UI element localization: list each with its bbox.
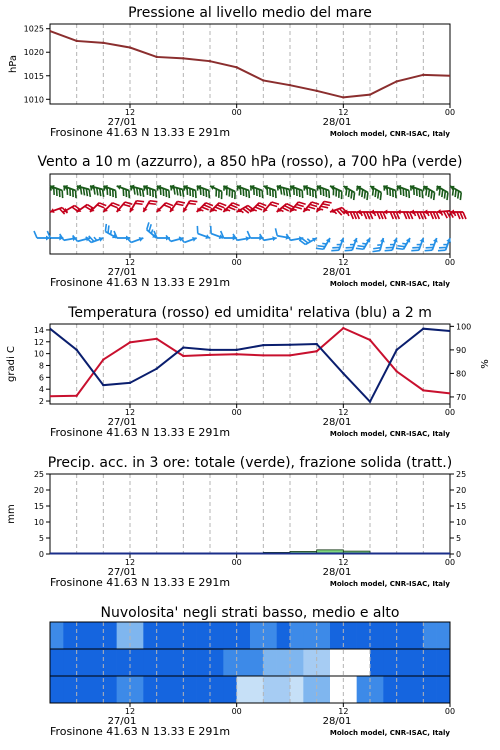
- wind-barb: [88, 184, 106, 197]
- cloud-cell: [170, 622, 184, 649]
- temperature-point: [49, 395, 51, 397]
- cloud-cell: [383, 622, 397, 649]
- precipitation-title: Precip. acc. in 3 ore: totale (verde), frazione solida (tratt.): [47, 455, 453, 471]
- y-tick-label-right: 15: [456, 502, 467, 511]
- cloud-cell: [103, 622, 117, 649]
- humidity-point: [235, 349, 237, 351]
- cloud-cell: [330, 649, 344, 676]
- y-axis-label: hPa: [8, 54, 19, 74]
- wind-barb: [288, 198, 306, 216]
- temperature-chart: [6, 322, 491, 439]
- cloud-cell: [303, 649, 317, 676]
- barb-flag: [457, 212, 460, 219]
- y-axis-label-right: %: [480, 359, 491, 369]
- temperature-point: [422, 389, 424, 391]
- x-tick-label: 00: [444, 108, 456, 117]
- location-text: Frosinone 41.63 N 13.33 E 291m: [50, 126, 231, 139]
- precipitation-chart: [6, 470, 466, 589]
- humidity-point: [129, 382, 131, 384]
- cloud-cell: [237, 622, 251, 649]
- x-tick-label: 00: [231, 558, 242, 567]
- date-label: 28/01: [322, 567, 352, 578]
- cloud-cell: [210, 649, 224, 676]
- cloud-cell: [130, 649, 144, 676]
- cloud-cell: [223, 676, 237, 703]
- cloud-cell: [343, 676, 357, 703]
- temperature-point: [129, 341, 131, 343]
- cloud-cell: [210, 676, 224, 703]
- pressure-title: Pressione al livello medio del mare: [128, 5, 372, 21]
- cloud-cell: [317, 649, 331, 676]
- wind-barb: [88, 199, 106, 217]
- y-tick-label: 6: [38, 373, 44, 383]
- model-credit: Moloch model, CNR-ISAC, Italy: [329, 729, 450, 737]
- temperature-point: [155, 338, 157, 340]
- cloud-cell: [250, 622, 264, 649]
- cloud-cell: [357, 676, 371, 703]
- y-tick-label-right: 25: [456, 470, 467, 479]
- barb-flag: [367, 212, 370, 219]
- wind-barb: [372, 236, 385, 254]
- cloud-cell: [170, 676, 184, 703]
- cloud-cell: [330, 676, 344, 703]
- y-axis-label: mm: [6, 504, 17, 524]
- cloud-cell: [77, 622, 91, 649]
- humidity-point: [422, 328, 424, 330]
- cloud-cell: [90, 676, 104, 703]
- humidity-point: [342, 372, 344, 374]
- y-tick-label-right: 90: [456, 345, 467, 355]
- barb-half-flag: [199, 208, 203, 212]
- cloud-cell: [263, 676, 277, 703]
- humidity-point: [155, 368, 157, 370]
- barb-flag: [463, 212, 466, 219]
- temperature-point: [342, 327, 344, 329]
- pressure-point: [422, 74, 424, 76]
- barb-flag: [353, 212, 356, 219]
- date-label: 28/01: [322, 117, 352, 128]
- date-label: 28/01: [322, 417, 352, 428]
- x-tick-label: 12: [124, 258, 136, 267]
- cloud-cell: [157, 676, 171, 703]
- wind-title: Vento a 10 m (azzurro), a 850 hPa (rosso), a 700 hPa (verde): [37, 154, 463, 170]
- y-tick-label: 1025: [23, 24, 44, 34]
- pressure-point: [369, 93, 371, 95]
- pressure-point: [129, 46, 131, 48]
- barb-flag: [380, 212, 383, 219]
- barb-half-flag: [280, 208, 284, 212]
- cloud-cell: [263, 622, 277, 649]
- cloud-cell: [210, 622, 224, 649]
- date-label: 27/01: [107, 716, 137, 727]
- cloud-cell: [103, 676, 117, 703]
- cloud-cell: [423, 649, 437, 676]
- x-tick-label: 12: [338, 108, 349, 117]
- cloud-cell: [63, 649, 77, 676]
- pressure-point: [102, 42, 104, 44]
- humidity-point: [315, 343, 317, 345]
- cloud-cell: [117, 676, 131, 703]
- cloud-cell: [250, 649, 264, 676]
- x-tick-label: 12: [124, 108, 136, 117]
- barb-flag: [195, 226, 200, 234]
- y-tick-label: 1020: [23, 48, 44, 58]
- barb-flag: [404, 212, 407, 219]
- x-tick-label: 00: [444, 558, 456, 567]
- barb-flag: [377, 212, 380, 219]
- pressure-point: [155, 56, 157, 58]
- cloud-cell: [290, 622, 304, 649]
- location-text: Frosinone 41.63 N 13.33 E 291m: [50, 725, 231, 738]
- cloud-cell: [197, 649, 211, 676]
- temperature-title: Temperatura (rosso) ed umidita' relativa (blu) a 2 m: [68, 305, 432, 321]
- cloud-cell: [157, 649, 171, 676]
- barb-flag: [433, 212, 436, 219]
- x-tick-label: 12: [124, 707, 136, 716]
- humidity-point: [182, 346, 184, 348]
- wind-barb: [73, 231, 91, 244]
- cloud-cell: [103, 649, 117, 676]
- barb-flag: [407, 212, 410, 219]
- date-label: 28/01: [322, 267, 352, 278]
- y-tick-label-right: 5: [456, 534, 462, 543]
- barb-flag: [247, 231, 250, 238]
- pressure-point: [449, 75, 451, 77]
- y-tick-label: 20: [33, 486, 44, 495]
- cloud-cell: [317, 622, 331, 649]
- wind-barb: [208, 199, 226, 217]
- wind-barb: [102, 199, 120, 217]
- cloud-cell: [330, 622, 344, 649]
- barb-flag: [350, 212, 353, 219]
- y-tick-label-right: 0: [456, 550, 462, 559]
- cloud-cell: [343, 622, 357, 649]
- humidity-point: [289, 344, 291, 346]
- barb-flag: [430, 212, 433, 219]
- cloud-cell: [303, 676, 317, 703]
- cloud-cell: [370, 622, 384, 649]
- temperature-point: [209, 354, 211, 356]
- barb-flag: [364, 212, 367, 219]
- barb-flag: [208, 226, 213, 234]
- humidity-point: [449, 330, 451, 332]
- cloud-cell: [130, 676, 144, 703]
- date-label: 27/01: [107, 417, 137, 428]
- humidity-point: [262, 344, 264, 346]
- date-label: 28/01: [322, 716, 352, 727]
- y-tick-label-right: 20: [456, 486, 467, 495]
- y-tick-label: 1010: [23, 95, 44, 105]
- cloud-cell: [183, 649, 197, 676]
- x-tick-label: 00: [444, 258, 456, 267]
- cloud-cell: [157, 622, 171, 649]
- pressure-point: [289, 84, 291, 86]
- x-tick-label: 00: [231, 707, 242, 716]
- cloud-cell: [383, 649, 397, 676]
- cloud-cell: [277, 649, 291, 676]
- humidity-point: [102, 384, 104, 386]
- x-tick-label: 12: [338, 258, 349, 267]
- humidity-point: [369, 400, 371, 402]
- wind-barb: [396, 235, 412, 254]
- humidity-point: [395, 349, 397, 351]
- wind-barb: [141, 197, 157, 216]
- y-tick-label: 8: [38, 361, 44, 371]
- location-text: Frosinone 41.63 N 13.33 E 291m: [50, 576, 231, 589]
- cloud-cell: [250, 676, 264, 703]
- cloud-cell: [77, 676, 91, 703]
- date-label: 27/01: [107, 267, 137, 278]
- cloud-cell: [357, 649, 371, 676]
- cloud-cell: [317, 676, 331, 703]
- wind-barb: [275, 184, 293, 197]
- y-tick-label: 14: [33, 325, 44, 335]
- barb-half-flag: [150, 229, 154, 233]
- cloud-cell: [50, 622, 64, 649]
- wind-barb: [128, 184, 146, 197]
- wind-barb: [195, 199, 213, 217]
- pressure-point: [262, 79, 264, 81]
- barb-flag: [460, 212, 463, 219]
- y-tick-label-right: 70: [456, 392, 467, 402]
- y-tick-label: 25: [33, 470, 44, 479]
- plot-frame: [50, 474, 450, 554]
- cloud-cell: [237, 649, 251, 676]
- temperature-point: [235, 353, 237, 355]
- barb-half-flag: [213, 208, 217, 212]
- barb-flag: [274, 228, 278, 235]
- temperature-point: [369, 339, 371, 341]
- cloud-cell: [63, 676, 77, 703]
- cloud-cell: [183, 676, 197, 703]
- x-tick-label: 12: [338, 408, 349, 417]
- barb-flag: [420, 212, 423, 219]
- barb-flag: [417, 212, 420, 219]
- barb-flag: [393, 212, 396, 219]
- barb-flag: [34, 231, 37, 238]
- wind-barb: [425, 236, 439, 254]
- cloud-cell: [383, 676, 397, 703]
- wind-barb: [447, 184, 466, 200]
- cloud-cell: [410, 622, 424, 649]
- x-tick-label: 12: [124, 558, 136, 567]
- temperature-point: [315, 350, 317, 352]
- cloud-cell: [77, 649, 91, 676]
- cloud-cell: [437, 622, 451, 649]
- y-tick-label: 12: [33, 337, 44, 347]
- y-tick-label: 10: [33, 518, 44, 527]
- x-tick-label: 12: [124, 408, 136, 417]
- cloud-cell: [290, 649, 304, 676]
- cloud-cell: [303, 622, 317, 649]
- wind-chart: [34, 174, 466, 289]
- cloud-cell: [197, 676, 211, 703]
- cloud-cell: [277, 676, 291, 703]
- wind-barb: [166, 231, 184, 244]
- temperature-point: [75, 395, 77, 397]
- temperature-point: [395, 370, 397, 372]
- cloud-cell: [357, 622, 371, 649]
- wind-barb: [340, 184, 359, 200]
- x-tick-label: 12: [338, 558, 349, 567]
- y-tick-label: 1015: [23, 71, 44, 81]
- model-credit: Moloch model, CNR-ISAC, Italy: [329, 430, 450, 438]
- pressure-point: [395, 80, 397, 82]
- cloud-cell: [130, 622, 144, 649]
- cloud-cell: [223, 649, 237, 676]
- cloud-cell: [423, 676, 437, 703]
- pressure-point: [235, 66, 237, 68]
- temperature-point: [449, 392, 451, 394]
- cloud-cell: [50, 676, 64, 703]
- y-axis-label: gradi C: [6, 346, 17, 382]
- clouds-chart: [50, 622, 455, 738]
- pressure-point: [75, 40, 77, 42]
- cloud-cell: [263, 649, 277, 676]
- cloud-cell: [50, 649, 64, 676]
- cloud-cell: [437, 676, 451, 703]
- y-tick-label: 10: [33, 349, 44, 359]
- y-tick-label-right: 80: [456, 369, 467, 379]
- cloud-cell: [410, 649, 424, 676]
- y-tick-label: 4: [38, 385, 44, 395]
- temperature-point: [102, 358, 104, 360]
- humidity-point: [75, 349, 77, 351]
- cloud-cell: [410, 676, 424, 703]
- cloud-cell: [90, 622, 104, 649]
- cloud-cell: [170, 649, 184, 676]
- cloud-cell: [290, 676, 304, 703]
- x-tick-label: 00: [231, 408, 242, 417]
- y-tick-label: 5: [38, 534, 44, 543]
- x-tick-label: 00: [444, 707, 456, 716]
- cloud-cell: [370, 676, 384, 703]
- wind-barb: [345, 236, 359, 254]
- cloud-cell: [423, 622, 437, 649]
- cloud-cell: [277, 622, 291, 649]
- wind-barb: [75, 184, 93, 197]
- model-credit: Moloch model, CNR-ISAC, Italy: [329, 280, 450, 288]
- location-text: Frosinone 41.63 N 13.33 E 291m: [50, 276, 231, 289]
- pressure-line: [50, 31, 450, 97]
- humidity-line: [50, 329, 450, 402]
- x-tick-label: 00: [444, 408, 456, 417]
- cloud-cell: [63, 622, 77, 649]
- temperature-point: [262, 354, 264, 356]
- y-tick-label: 0: [38, 550, 44, 559]
- pressure-point: [49, 30, 51, 32]
- humidity-point: [209, 349, 211, 351]
- cloud-cell: [143, 649, 157, 676]
- temperature-point: [289, 354, 291, 356]
- pressure-point: [342, 96, 344, 98]
- cloud-cell: [437, 649, 451, 676]
- clouds-title: Nuvolosita' negli strati basso, medio e alto: [100, 605, 400, 621]
- wind-barb: [433, 184, 452, 200]
- y-tick-label: 2: [38, 397, 44, 407]
- cloud-cell: [183, 622, 197, 649]
- wind-barb: [315, 197, 332, 216]
- y-tick-label-right: 100: [456, 322, 472, 332]
- wind-barb: [353, 184, 372, 200]
- cloud-cell: [143, 676, 157, 703]
- cloud-cell: [343, 649, 357, 676]
- wind-barb: [301, 198, 319, 216]
- cloud-cell: [397, 622, 411, 649]
- barb-flag: [390, 212, 393, 219]
- pressure-point: [209, 60, 211, 62]
- cloud-cell: [143, 622, 157, 649]
- wind-barb: [168, 197, 185, 216]
- barb-half-flag: [253, 208, 257, 212]
- y-tick-label-right: 10: [456, 518, 467, 527]
- temperature-point: [182, 355, 184, 357]
- wind-barb: [222, 199, 240, 217]
- wind-barb: [260, 231, 277, 243]
- cloud-cell: [237, 676, 251, 703]
- cloud-cell: [197, 622, 211, 649]
- barb-half-flag: [226, 208, 230, 212]
- wind-barb: [316, 235, 332, 254]
- wind-barb: [168, 184, 186, 197]
- model-credit: Moloch model, CNR-ISAC, Italy: [329, 130, 450, 138]
- location-text: Frosinone 41.63 N 13.33 E 291m: [50, 426, 231, 439]
- x-tick-label: 00: [231, 258, 242, 267]
- cloud-cell: [223, 622, 237, 649]
- pressure-chart: [8, 24, 455, 139]
- cloud-cell: [370, 649, 384, 676]
- wind-barb: [367, 184, 386, 200]
- y-tick-label: 15: [33, 502, 44, 511]
- cloud-cell: [117, 649, 131, 676]
- x-tick-label: 00: [231, 108, 242, 117]
- model-credit: Moloch model, CNR-ISAC, Italy: [329, 580, 450, 588]
- x-tick-label: 12: [338, 707, 349, 716]
- date-label: 27/01: [107, 567, 137, 578]
- wind-barb: [299, 232, 318, 248]
- cloud-cell: [90, 649, 104, 676]
- cloud-cell: [397, 649, 411, 676]
- plot-frame: [50, 24, 450, 104]
- cloud-cell: [117, 622, 131, 649]
- date-label: 27/01: [107, 117, 137, 128]
- wind-barb: [343, 210, 359, 220]
- wind-barb: [220, 184, 239, 199]
- pressure-point: [182, 57, 184, 59]
- pressure-point: [315, 90, 317, 92]
- cloud-cell: [397, 676, 411, 703]
